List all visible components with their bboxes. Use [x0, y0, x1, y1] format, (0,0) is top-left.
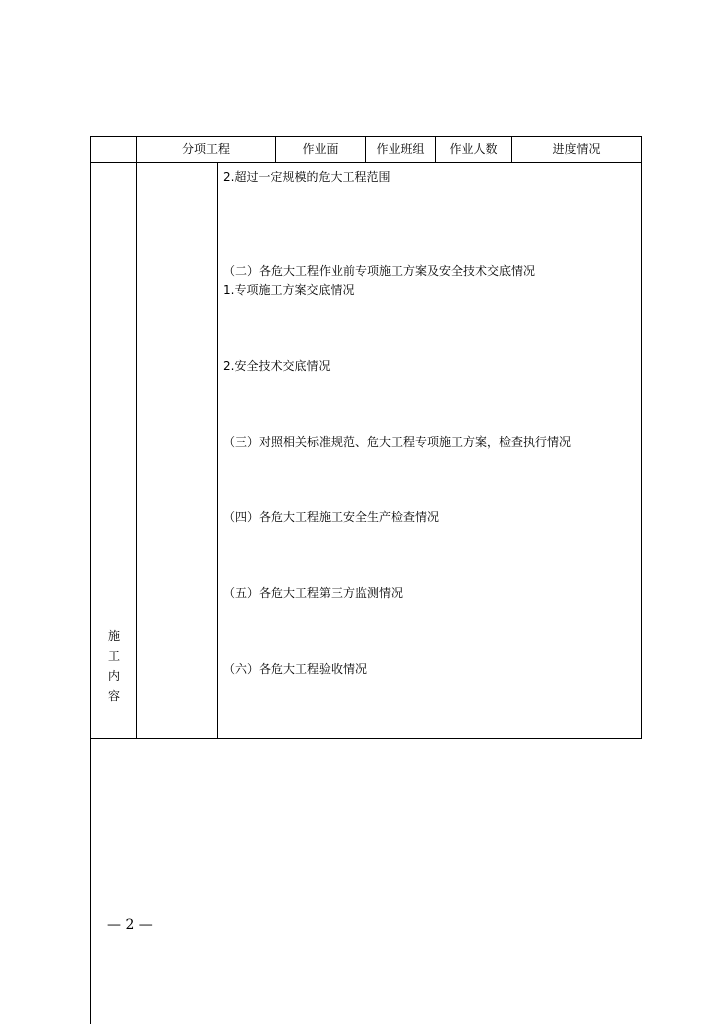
row-label-char: 内 [107, 669, 120, 683]
page-number: — 2 — [107, 917, 153, 933]
content-line-section-5: （五）各危大工程第三方监测情况 [223, 586, 404, 600]
header-blank [91, 137, 136, 162]
header-work-team: 作业班组 [376, 142, 425, 156]
row-label-char: 工 [107, 649, 120, 663]
header-bottom-border [90, 162, 642, 163]
table-bottom-border [90, 738, 642, 739]
table-left-border [90, 136, 91, 1024]
content-line-section-6: （六）各危大工程验收情况 [223, 662, 368, 676]
row-label-char: 施 [107, 629, 120, 643]
content-line-plan-briefing: 1.专项施工方案交底情况 [223, 283, 355, 297]
content-line-section-3: （三）对照相关标准规范、危大工程专项施工方案，检查执行情况 [223, 435, 572, 449]
content-line-section-4: （四）各危大工程施工安全生产检查情况 [223, 510, 440, 524]
header-progress: 进度情况 [552, 142, 601, 156]
content-line-section-2: （二）各危大工程作业前专项施工方案及安全技术交底情况 [223, 264, 536, 278]
content-line-scope: 2.超过一定规模的危大工程范围 [223, 170, 391, 184]
header-sub-project: 分项工程 [181, 142, 230, 156]
col-divider-2 [217, 162, 218, 739]
header-work-surface: 作业面 [302, 142, 339, 156]
row-label-char: 容 [107, 689, 120, 703]
table-right-border [641, 136, 642, 739]
col-divider-1 [136, 136, 137, 739]
header-worker-count: 作业人数 [449, 142, 498, 156]
row-label-construction-content [100, 626, 128, 706]
content-line-safety-briefing: 2.安全技术交底情况 [223, 359, 331, 373]
